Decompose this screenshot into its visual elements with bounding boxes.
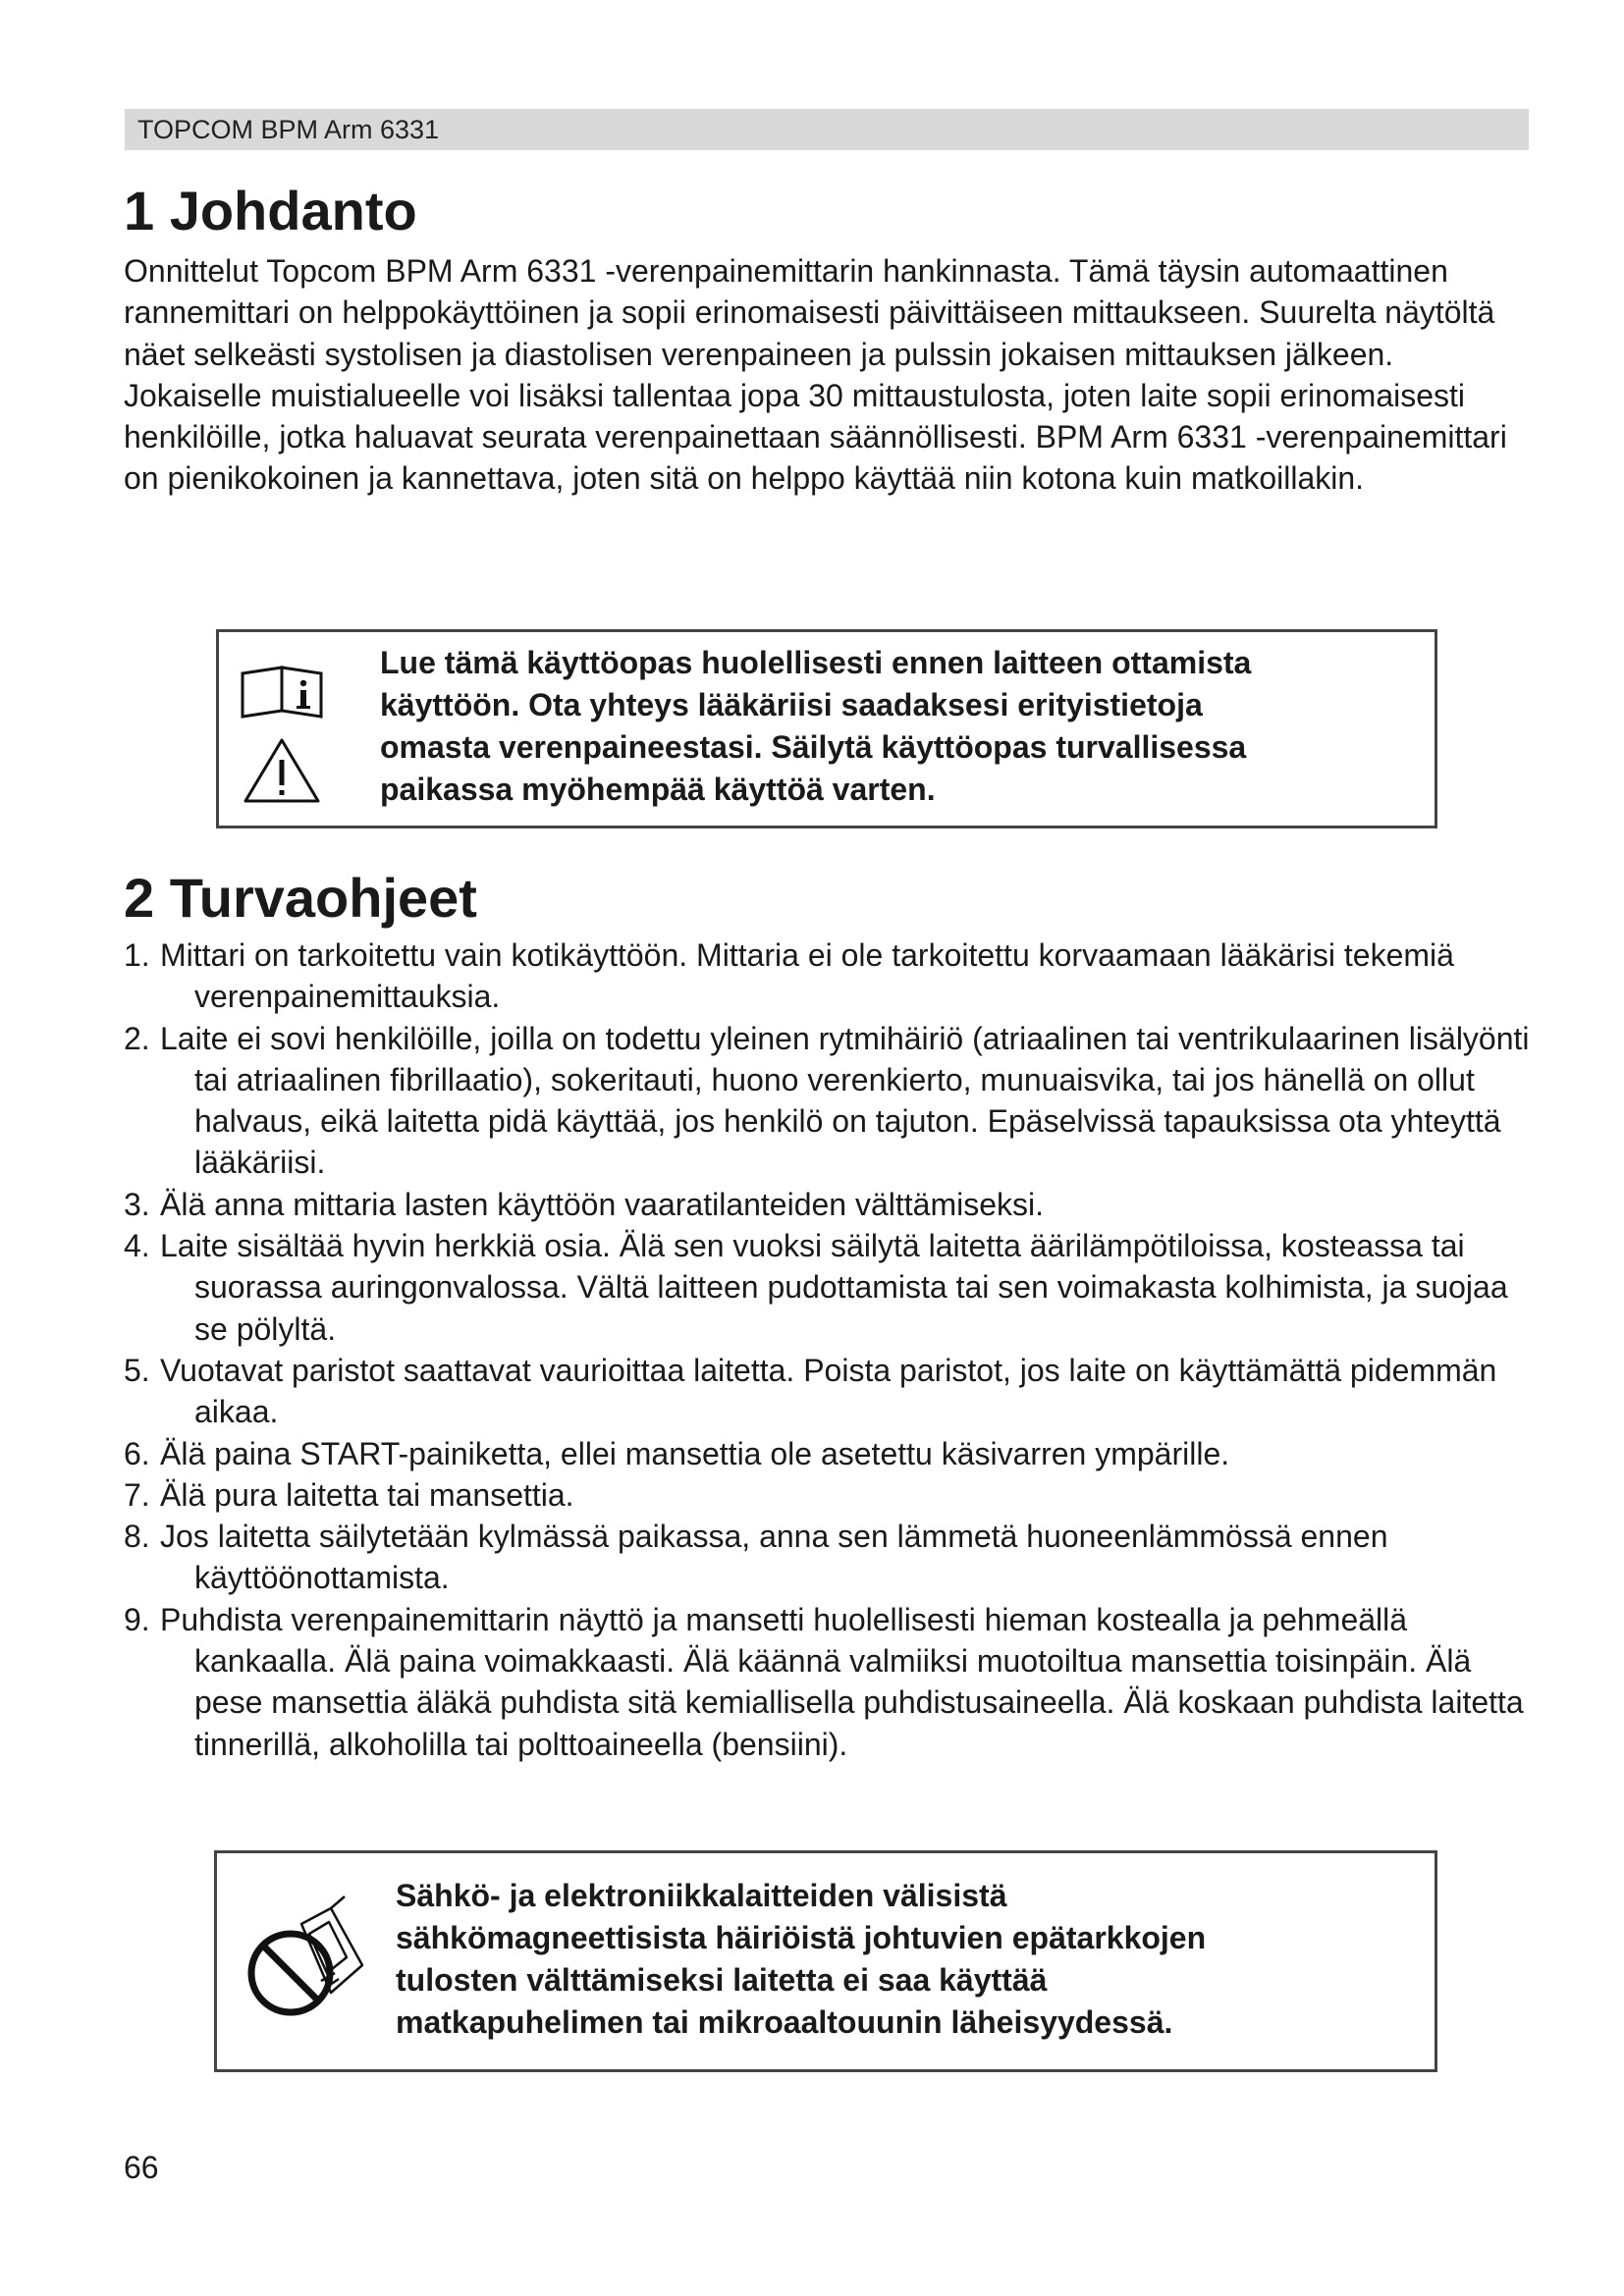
running-header (125, 109, 1529, 150)
intro-paragraph-1: Onnittelut Topcom BPM Arm 6331 -verenpainemittarin hankinnasta. Tämä täysin automaattinen rannemittari on helppokäyttöinen ja sopii erinomaisesti päivittäiseen mittaukseen. Suurelta näytöltä näet selkeästi systolisen ja diastolisen verenpaineen ja pulssin jokaisen mittauksen jälkeen. (124, 253, 1495, 372)
list-item-number: 3. (124, 1186, 150, 1222)
list-item-text: Älä pura laitetta tai mansettia. (160, 1476, 574, 1513)
safety-instructions-list (124, 934, 1538, 1765)
list-item (124, 1350, 1538, 1433)
notice-line: käyttöön. Ota yhteys lääkäriisi saadaksesi erityistietoja (380, 687, 1203, 722)
interference-notice (214, 1850, 1437, 2072)
page-number: 66 (124, 2150, 159, 2185)
list-item-number: 2. (124, 1020, 150, 1056)
read-manual-notice (216, 629, 1437, 828)
notice-line: tulosten välttämiseksi laitetta ei saa käyttää (396, 1962, 1048, 1998)
list-item (124, 934, 1538, 1018)
intro-paragraph-2: Jokaiselle muistialueelle voi lisäksi tallentaa jopa 30 mittaustulosta, joten laite sopii erinomaisesti henkilöille, jotka haluavat seurata verenpainettaan säännöllisesti. BPM Arm 6331 -verenpainemittari on pienikokoinen ja kannettava, joten sitä on helppo käyttää niin kotona kuin matkoillakin. (124, 377, 1507, 497)
warning-triangle-icon (245, 740, 318, 801)
notice-line: Lue tämä käyttöopas huolellisesti ennen laitteen ottamista (380, 645, 1252, 680)
list-item (124, 1474, 1538, 1516)
no-mobile-phone-icon (237, 1895, 374, 2032)
list-item (124, 1225, 1538, 1350)
list-item-number: 6. (124, 1435, 150, 1471)
list-item-number: 5. (124, 1352, 150, 1388)
section-2-heading: 2 Turvaohjeet (124, 867, 477, 929)
section-1-heading: 1 Johdanto (124, 180, 417, 241)
list-item (124, 1184, 1538, 1225)
list-item-number: 4. (124, 1228, 150, 1264)
list-item-text: Jos laitetta säilytetään kylmässä paikassa, anna sen lämmetä huoneenlämmössä ennen käyttöönottamista. (160, 1519, 1388, 1596)
list-item-text: Laite sisältää hyvin herkkiä osia. Älä sen vuoksi säilytä laitetta äärilämpötiloissa, kosteassa tai suorassa auringonvalossa. Vältä laitteen pudottamista tai sen voimakasta kolhimista, ja suojaa se pölyltä. (160, 1228, 1508, 1347)
manual-info-icon (237, 654, 331, 811)
list-item (124, 1018, 1538, 1184)
notice-line: paikassa myöhempää käyttöä varten. (380, 772, 936, 807)
list-item-number: 8. (124, 1519, 150, 1555)
list-item-text: Laite ei sovi henkilöille, joilla on todettu yleinen rytmihäiriö (atriaalinen tai ventrikulaarinen lisälyönti tai atriaalinen fibrillaatio), sokeritauti, huono verenkierto, munuaisvika, tai jos hänellä on ollut halvaus, eikä laitetta pidä käyttää, jos henkilö on tajuton. Epäselvissä tapauksissa ota yhteyttä lääkäriisi. (160, 1020, 1530, 1181)
list-item (124, 1599, 1538, 1765)
read-manual-notice-text (380, 642, 1421, 811)
header-title: TOPCOM BPM Arm 6331 (137, 115, 440, 144)
notice-line: sähkömagneettisista häiriöistä johtuvien epätarkkojen (396, 1920, 1207, 1955)
interference-notice-text (396, 1875, 1417, 2044)
list-item-number: 7. (124, 1476, 150, 1513)
list-item-text: Vuotavat paristot saattavat vaurioittaa laitetta. Poista paristot, jos laite on käyttämättä pidemmän aikaa. (160, 1352, 1497, 1430)
list-item-text: Älä anna mittaria lasten käyttöön vaaratilanteiden välttämiseksi. (160, 1186, 1045, 1222)
list-item-text: Puhdista verenpainemittarin näyttö ja mansetti huolellisesti hieman kostealla ja pehmeällä kankaalla. Älä paina voimakkaasti. Älä käännä valmiiksi muotoiltua mansettia toisinpäin. Älä pese mansettia äläkä puhdista sitä kemiallisella puhdistusaineella. Älä koskaan puhdista laitetta tinnerillä, alkoholilla tai polttoaineella (bensiini). (160, 1601, 1524, 1762)
list-item-number: 1. (124, 937, 150, 973)
list-item-text: Älä paina START-painiketta, ellei mansettia ole asetettu käsivarren ympärille. (160, 1435, 1230, 1471)
list-item (124, 1433, 1538, 1474)
intro-text (124, 250, 1528, 500)
notice-line: Sähkö- ja elektroniikkalaitteiden välisistä (396, 1878, 1007, 1913)
notice-line: matkapuhelimen tai mikroaaltouunin läheisyydessä. (396, 2004, 1173, 2040)
list-item-number: 9. (124, 1601, 150, 1637)
notice-line: omasta verenpaineestasi. Säilytä käyttöopas turvallisessa (380, 729, 1247, 765)
list-item (124, 1516, 1538, 1599)
list-item-text: Mittari on tarkoitettu vain kotikäyttöön. Mittaria ei ole tarkoitettu korvaamaan lääkärisi tekemiä verenpainemittauksia. (160, 937, 1454, 1015)
